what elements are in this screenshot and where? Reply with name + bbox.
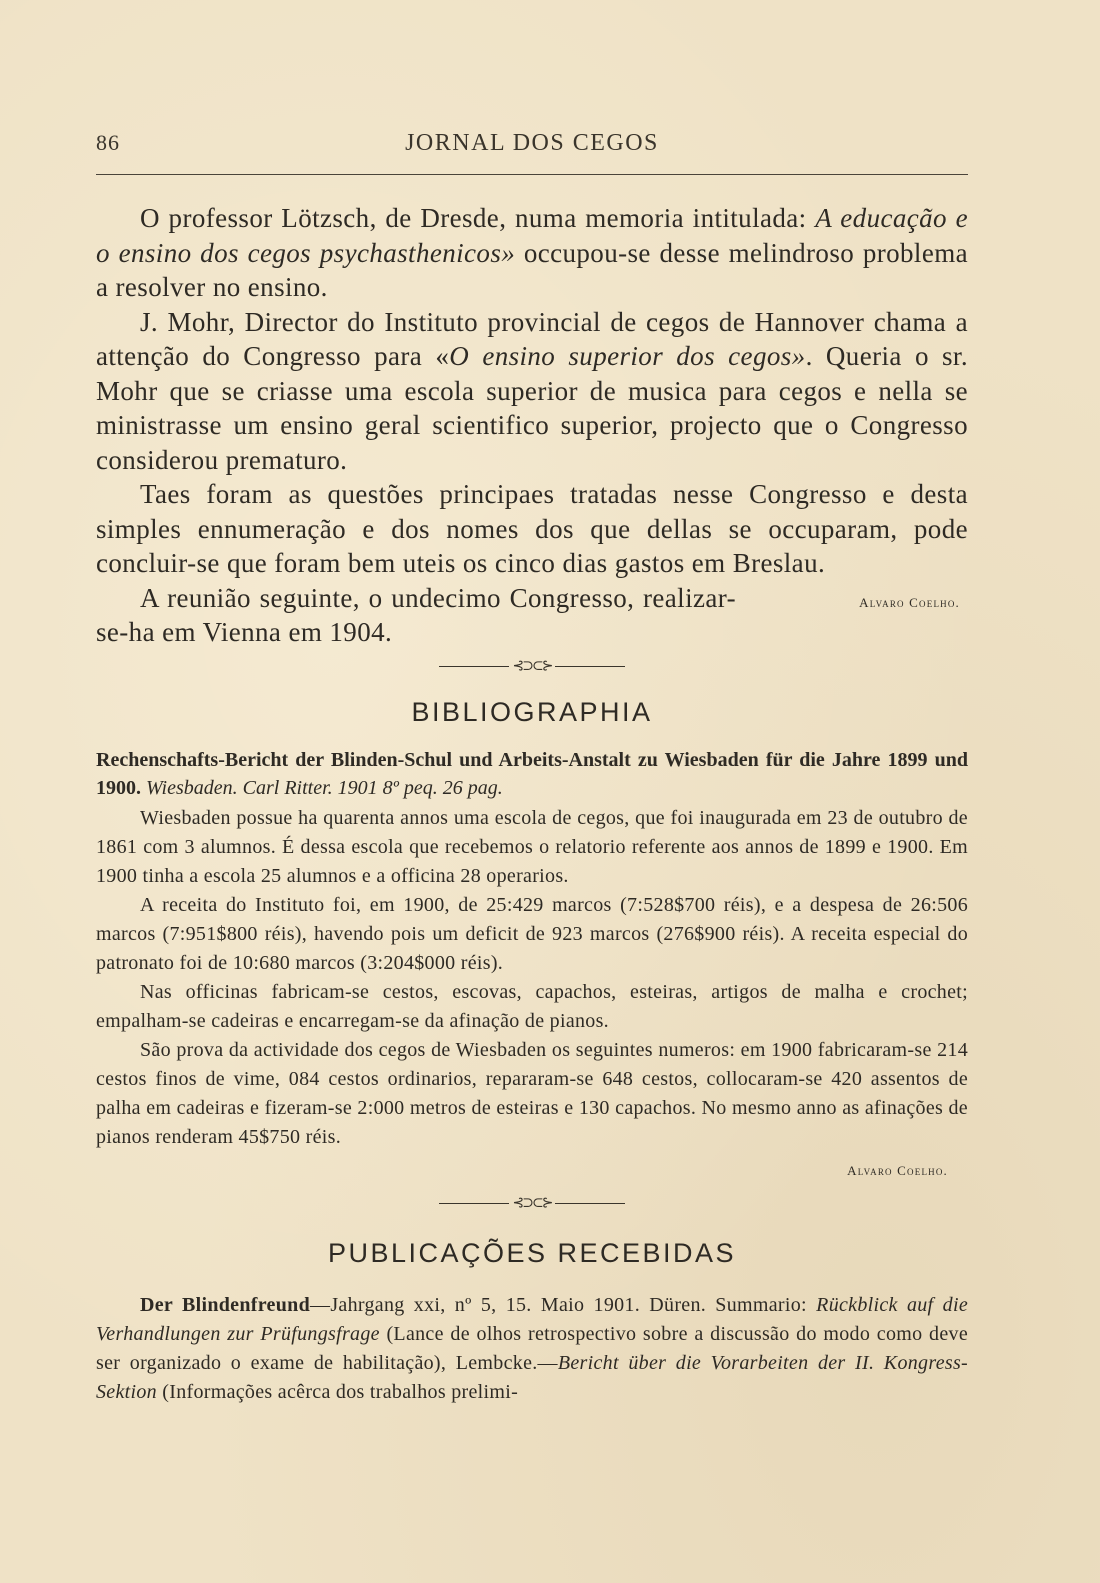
page-number: 86 (96, 130, 120, 155)
author-signature: Alvaro Coelho. (847, 1162, 948, 1178)
running-head (96, 120, 968, 160)
paragraph: São prova da actividade dos cegos de Wiesbaden os seguintes numeros: em 1900 fabricaram-se 214 cestos finos de vime, 084 cestos ordinarios, repararam-se 648 cestos, collocaram-se 420 assentos de palha em cadeiras e fizeram-se 2:000 metros de esteiras e 130 capachos. No mesmo anno as afinações de pianos renderam 45$750 réis. (96, 1038, 968, 1148)
header-rule (96, 174, 968, 175)
section-heading-publicacoes: PUBLICAÇÕES RECEBIDAS (327, 1237, 737, 1268)
paragraph: Nas officinas fabricam-se cestos, escovas, capachos, esteiras, artigos de malha e crochet; empalham-se cadeiras e encarregam-se da afinação de pianos. (96, 980, 968, 1032)
paragraph: A receita do Instituto foi, em 1900, de 25:429 marcos (7:528$700 réis), e a despesa de 26:506 marcos (7:951$800 réis), havendo pois um deficit de 923 marcos (276$900 réis). A receita especial do patronato foi de 10:680 marcos (3:204$000 réis). (96, 893, 968, 974)
bibliography-entry-title: Rechenschafts-Bericht der Blinden-Schul und Arbeits-Anstalt zu Wiesbaden für die Jahre 1899 und 1900. Wiesbaden. Carl Ritter. 1901 8º peq. 26 pag. (96, 748, 968, 799)
author-signature: Alvaro Coelho. (859, 594, 960, 610)
publication-entry: Der Blindenfreund—Jahrgang xxi, nº 5, 15. Maio 1901. Düren. Summario: Rückblick auf die Verhandlungen zur Prüfungsfrage (Lance de olhos retrospectivo sobre a discussão do modo como deve ser organizado o exame de habilitação), Lembcke.—Bericht über die Vorarbeiten der II. Kongress-Sektion (Informações acêrca dos trabalhos prelimi- (96, 1293, 969, 1403)
ornament-divider: ⊰⊃⊂⊱ (96, 1195, 968, 1212)
paragraph: Wiesbaden possue ha quarenta annos uma escola de cegos, que foi inaugurada em 23 de outubro de 1861 com 3 alumnos. É dessa escola que recebemos o relatorio referente aos annos de 1899 e 1900. Em 1900 tinha a escola 25 alumnos e a officina 28 operarios. (96, 806, 968, 887)
bibliography-body (96, 804, 968, 1185)
paragraph: A reunião seguinte, o undecimo Congresso, realizar-se-ha em Vienna em 1904. (96, 582, 736, 647)
paragraph: Taes foram as questões principaes tratadas nesse Congresso e desta simples ennumeração e dos nomes dos que dellas se occuparam, pode concluir-se que foram bem uteis os cinco dias gastos em Breslau. (96, 479, 968, 578)
ornament-divider: ⊰⊃⊂⊱ (96, 658, 968, 675)
page (96, 120, 968, 1407)
journal-title: JORNAL DOS CEGOS (405, 130, 659, 156)
closing-line (96, 581, 968, 650)
paragraph: J. Mohr, Director do Instituto provincial de cegos de Hannover chama a attenção do Congresso para «O ensino superior dos cegos». Queria o sr. Mohr que se criasse uma escola superior de musica para cegos e nella se ministrasse um ensino geral scientifico superior, projecto que o Congresso considerou prematuro. (96, 306, 968, 475)
paragraph: O professor Lötzsch, de Dresde, numa memoria intitulada: A educação e o ensino dos cegos psychasthenicos» occupou-se desse melindroso problema a resolver no ensino. (96, 203, 968, 302)
article-continuation (96, 201, 968, 650)
section-heading-bibliographia: BIBLIOGRAPHIA (411, 696, 653, 727)
publications-body (96, 1291, 968, 1407)
